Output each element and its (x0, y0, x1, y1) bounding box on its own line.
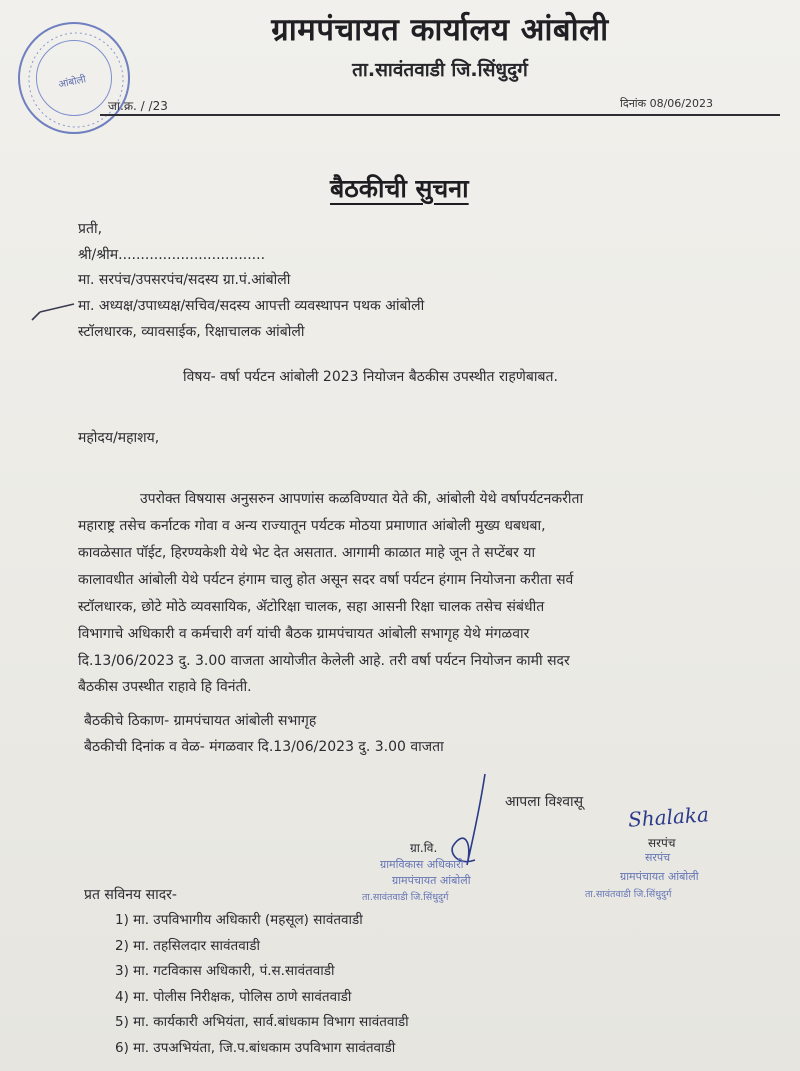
body-line: कावळेसात पॉईट, हिरण्यकेशी येथे भेट देत असतात. आगामी काळात माहे जून ते सप्टेंबर या (78, 545, 536, 561)
body-line: दि.13/06/2023 दु. 3.00 वाजता आयोजीत केलेली आहे. तरी वर्षा पर्यटन नियोजन कामी सदर (78, 653, 570, 669)
tick-mark-icon (30, 298, 78, 326)
subject-line: विषय- वर्षा पर्यटन आंबोली 2023 नियोजन बैठकीस उपस्थीत राहणेबाबत. (183, 369, 558, 385)
meeting-venue: बैठकीचे ठिकाण- ग्रामपंचायत आंबोली सभागृह (84, 713, 317, 729)
copy-item: 3) मा. गटविकास अधिकारी, पं.स.सावंतवाडी (115, 963, 335, 979)
header-divider (100, 114, 780, 116)
right-stamp-line: ग्रामपंचायत आंबोली (620, 870, 699, 883)
recipient-line-3: स्टॉलधारक, व्यावसाईक, रिक्षाचालक आंबोली (78, 324, 305, 340)
copy-item: 6) मा. उपअभियंता, जि.प.बांधकाम उपविभाग सावंतवाडी (115, 1040, 396, 1056)
body-line: उपरोक्त विषयास अनुसरुन आपणांस कळविण्यात येते की, आंबोली येथे वर्षापर्यटनकरीता (140, 491, 584, 507)
left-stamp-line: ग्रामविकास अधिकारी (380, 858, 464, 871)
left-sign-label: ग्रा.वि. (410, 841, 438, 855)
copy-item: 5) मा. कार्यकारी अभियंता, सार्व.बांधकाम विभाग सावंतवाडी (115, 1014, 409, 1030)
copy-item: 4) मा. पोलीस निरीक्षक, पोलिस ठाणे सावंतवाडी (115, 989, 352, 1005)
left-stamp-line: ग्रामपंचायत आंबोली (392, 874, 471, 887)
office-address: ता.सावंतवाडी जि.सिंधुदुर्ग (352, 59, 528, 81)
body-line: कालावधीत आंबोली येथे पर्यटन हंगाम चालु होत असून सदर वर्षा पर्यटन हंगाम नियोजना करीता सर्व (78, 572, 574, 588)
recipient-name-line: श्री/श्रीम................................. (78, 247, 266, 263)
notice-title: बैठकीची सुचना (330, 174, 469, 203)
meeting-datetime: बैठकीची दिनांक व वेळ- मंगळवार दि.13/06/2023 दु. 3.00 वाजता (84, 739, 444, 755)
office-seal (18, 22, 130, 134)
copy-item: 2) मा. तहसिलदार सावंतवाडी (115, 938, 260, 954)
sarpanch-signature: Shalaka (627, 802, 710, 832)
body-line: विभागाचे अधिकारी व कर्मचारी वर्ग यांची बैठक ग्रामपंचायत आंबोली सभागृह येथे मंगळवार (78, 626, 530, 642)
letter-date: दिनांक 08/06/2023 (620, 97, 713, 110)
right-sign-label: सरपंच (648, 836, 676, 850)
left-stamp-line: ता.सावंतवाडी जि.सिंधुदुर्ग (362, 892, 449, 903)
reference-number: जा.क्र. / /23 (108, 99, 168, 113)
yours-faithfully: आपला विश्वासू (505, 794, 584, 810)
office-title: ग्रामपंचायत कार्यालय आंबोली (271, 12, 609, 48)
copies-heading: प्रत सविनय सादर- (84, 887, 177, 903)
recipient-line-2: मा. अध्यक्ष/उपाध्यक्ष/सचिव/सदस्य आपत्ती व्यवस्थापन पथक आंबोली (78, 298, 425, 314)
body-line: स्टॉलधारक, छोटे मोठे व्यवसायिक, ॲटोरिक्षा चालक, सहा आसनी रिक्षा चालक तसेच संबंधीत (78, 599, 545, 615)
body-line: बैठकीस उपस्थीत राहावे हि विनंती. (78, 679, 252, 695)
right-stamp-line: ता.सावंतवाडी जि.सिंधुदुर्ग (585, 889, 672, 900)
body-line: महाराष्ट्र तसेच कर्नाटक गोवा व अन्य राज्यातून पर्यटक मोठया प्रमाणात आंबोली मुख्य धबधबा, (78, 518, 546, 534)
salutation: महोदय/महाशय, (78, 430, 160, 446)
copy-item: 1) मा. उपविभागीय अधिकारी (महसूल) सावंतवाडी (115, 912, 363, 928)
recipient-line-1: मा. सरपंच/उपसरपंच/सदस्य ग्रा.पं.आंबोली (78, 272, 291, 288)
recipient-to: प्रती, (78, 221, 103, 237)
right-stamp-line: सरपंच (645, 851, 671, 864)
seal-text: आंबोली (57, 74, 88, 91)
